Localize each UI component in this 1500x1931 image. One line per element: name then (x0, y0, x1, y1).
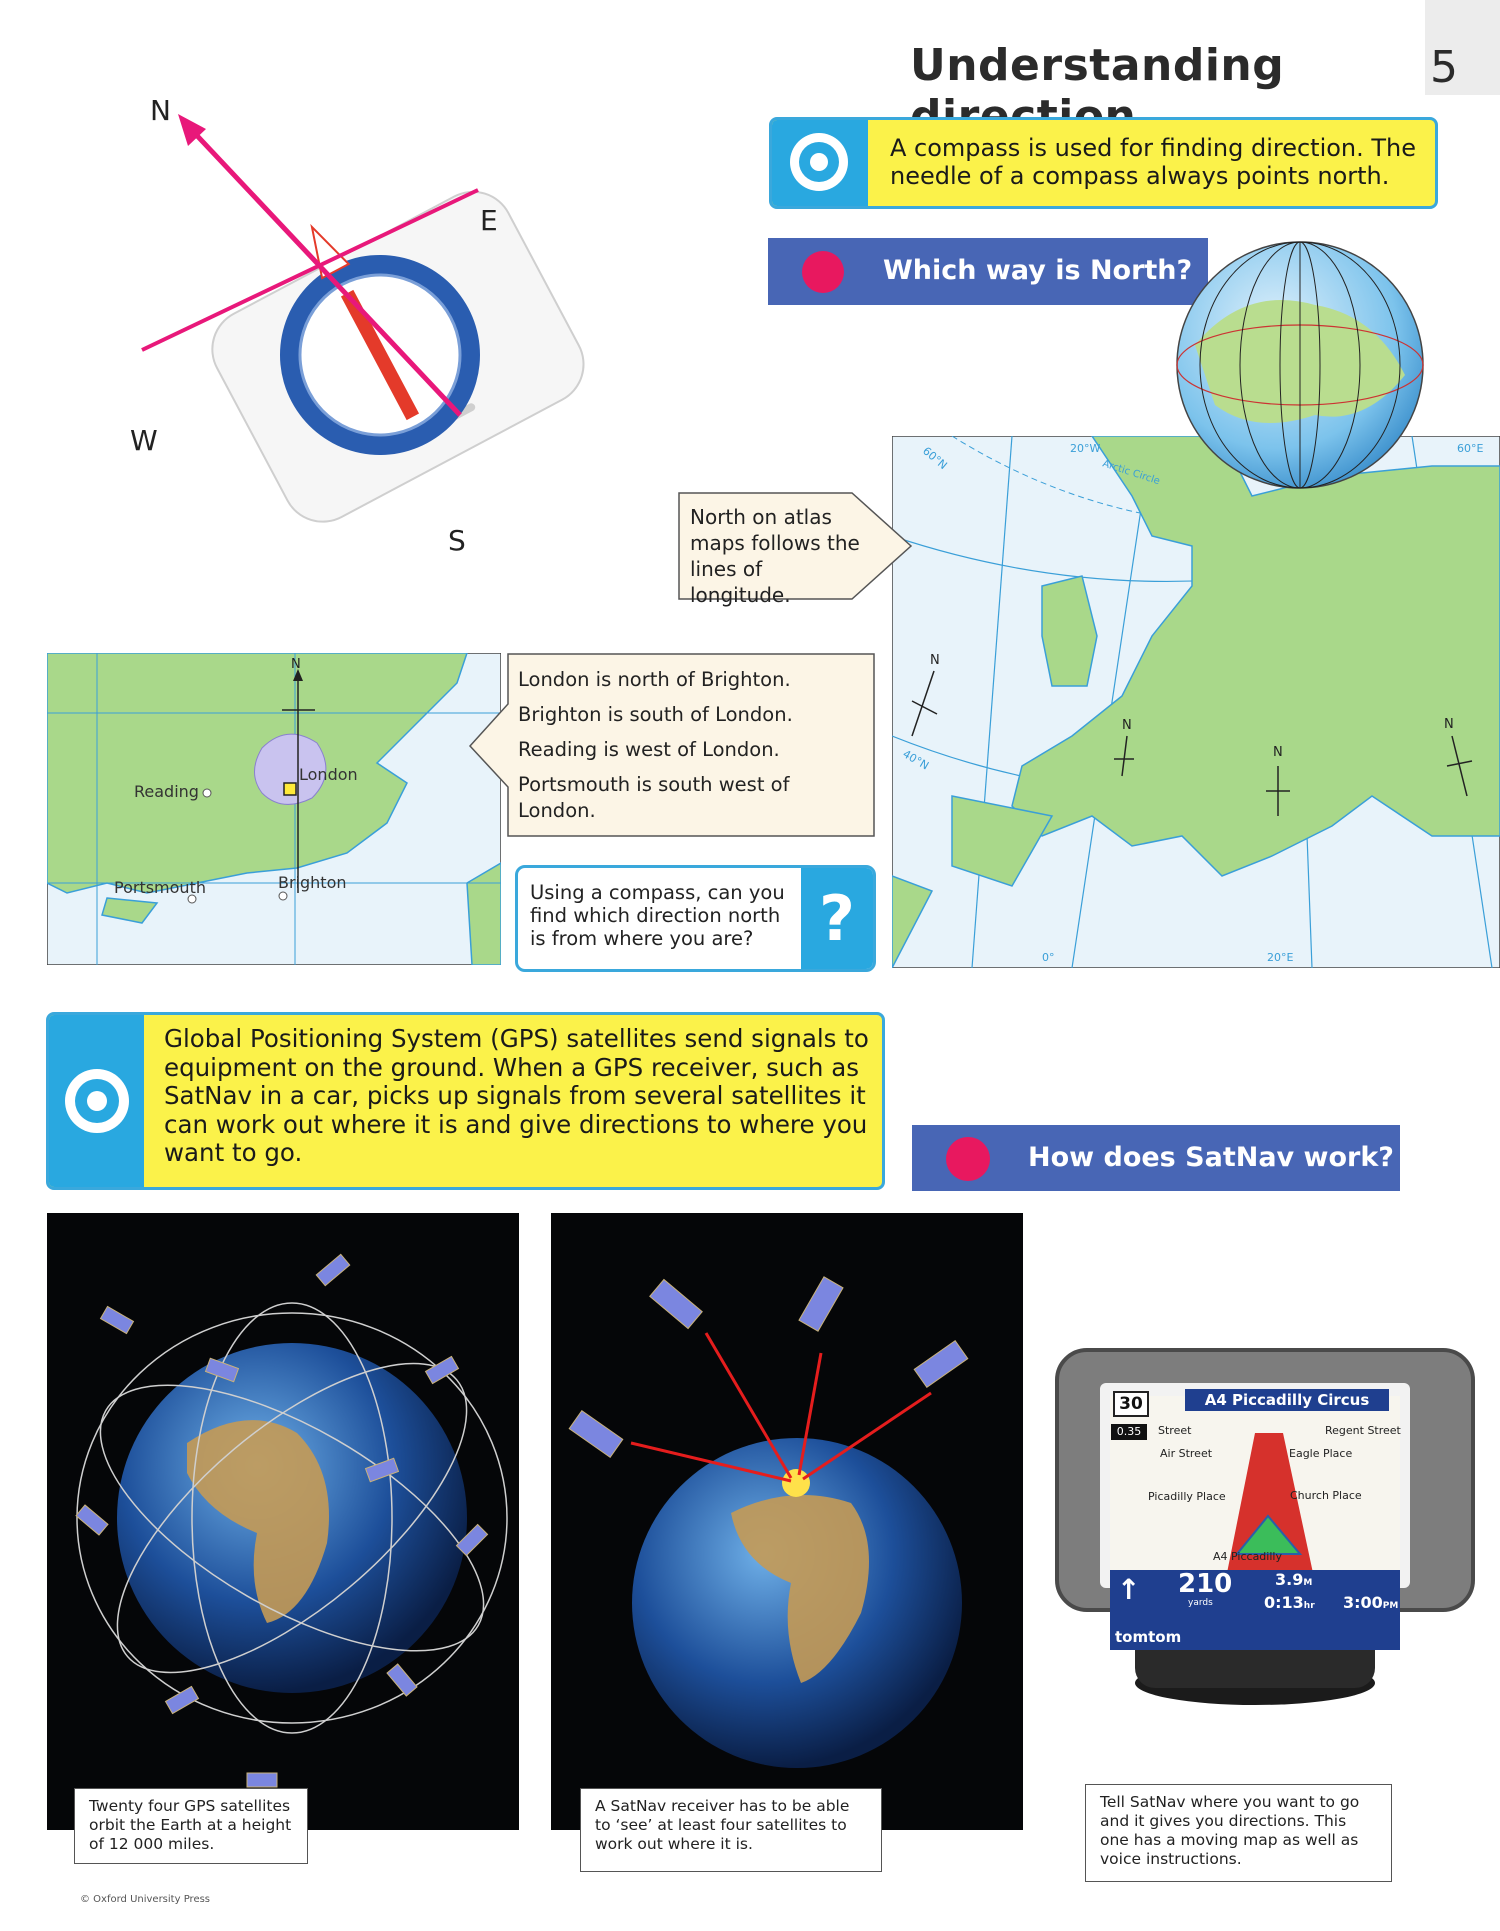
question-mark-icon: ? (801, 868, 873, 969)
lat-60-label: 60°N (920, 444, 950, 473)
turn-distance: 210 (1178, 1569, 1233, 1599)
direction-item: London is north of Brighton. (518, 668, 791, 691)
europe-map (892, 436, 1500, 968)
compass-illustration (130, 90, 620, 570)
london-label: London (299, 765, 358, 784)
uk-map (47, 653, 501, 965)
north-heading: Which way is North? (883, 255, 1193, 286)
question-text: Using a compass, can you find which direction north is from where you are? (530, 881, 785, 950)
street-label: Regent Street (1325, 1424, 1401, 1437)
remaining-time: 0:13hr (1264, 1593, 1315, 1612)
street-label: Eagle Place (1289, 1447, 1353, 1460)
direction-item: Portsmouth is south west of London. (518, 773, 790, 822)
lat-40-label: 40°N (900, 747, 932, 773)
street-label: Street (1158, 1424, 1192, 1437)
lon-0-label: 0° (1042, 951, 1055, 964)
satellites-orbit-image (47, 1213, 519, 1830)
street-label: Church Place (1290, 1489, 1362, 1502)
svg-text:N: N (291, 657, 301, 672)
street-label: Picadilly Place (1148, 1490, 1226, 1503)
compass-info-box (769, 117, 1438, 209)
compass-info-text: A compass is used for finding direction. The needle of a compass always points north. (890, 134, 1417, 190)
direction-item: Reading is west of London. (518, 738, 780, 761)
lon-20w-label: 20°W (1070, 442, 1101, 455)
svg-text:N: N (1122, 718, 1132, 733)
brighton-label: Brighton (278, 873, 347, 892)
info-target-icon (790, 133, 848, 191)
satnav-heading-bar (912, 1125, 1400, 1191)
svg-text:N: N (1273, 745, 1283, 760)
compass-e-label: E (480, 204, 498, 237)
atlas-callout: North on atlas maps follows the lines of longitude. (690, 505, 860, 607)
receiver-caption: A SatNav receiver has to be able to ‘see’ at least four satellites to work out where it is. (580, 1788, 882, 1872)
turn-unit: yards (1188, 1598, 1213, 1608)
compass-w-label: W (130, 424, 158, 457)
pink-bullet-icon (802, 251, 844, 293)
gps-info-text: Global Positioning System (GPS) satellites send signals to equipment on the ground. When a GPS receiver, such as SatNav in a car, picks up signals from several satellites it can work out where it is and give directions to where you want to go. (164, 1024, 869, 1167)
pink-bullet-icon (946, 1137, 990, 1181)
turn-arrow-icon: ↑ (1117, 1573, 1141, 1606)
speed-limit-sign: 30 (1113, 1391, 1149, 1417)
info-target-icon (65, 1069, 129, 1133)
svg-text:N: N (930, 653, 940, 668)
device-brand: tomtom (1115, 1628, 1182, 1646)
tomtom-caption: Tell SatNav where you want to go and it gives you directions. This one has a moving map as well as voice instructions. (1085, 1784, 1392, 1882)
satnav-top-banner: A4 Piccadilly Circus (1185, 1389, 1389, 1411)
question-box (515, 865, 876, 972)
remaining-distance: 3.9M (1275, 1570, 1313, 1589)
london-marker (284, 783, 296, 795)
reading-label: Reading (134, 782, 199, 801)
page-title: Understanding (910, 40, 1285, 91)
directions-list (518, 667, 868, 824)
distance-small: 0.35 (1111, 1424, 1147, 1440)
clock: 3:00PM (1343, 1593, 1399, 1612)
compass-n-label: N (150, 94, 171, 127)
satnav-receiver-image (551, 1213, 1023, 1830)
copyright-footer: © Oxford University Press (80, 1894, 211, 1905)
gps-info-box (46, 1012, 885, 1190)
svg-text:N: N (1444, 717, 1454, 732)
direction-item: Brighton is south of London. (518, 703, 793, 726)
street-label: Air Street (1160, 1447, 1213, 1460)
compass-s-label: S (448, 524, 466, 557)
lon-20e-label: 20°E (1267, 951, 1294, 964)
portsmouth-label: Portsmouth (114, 878, 206, 897)
lon-60e-label: 60°E (1457, 442, 1484, 455)
arctic-circle-label: Arctic Circle (1101, 458, 1162, 488)
globe-illustration (1165, 225, 1435, 495)
page-number: 5 (1430, 42, 1458, 93)
street-label: A4 Piccadilly (1213, 1550, 1282, 1563)
satnav-heading: How does SatNav work? (1028, 1142, 1394, 1173)
satellites-caption: Twenty four GPS satellites orbit the Earth at a height of 12 000 miles. (74, 1788, 308, 1864)
receiver-location-glow (782, 1469, 810, 1497)
north-heading-bar (768, 238, 1208, 305)
